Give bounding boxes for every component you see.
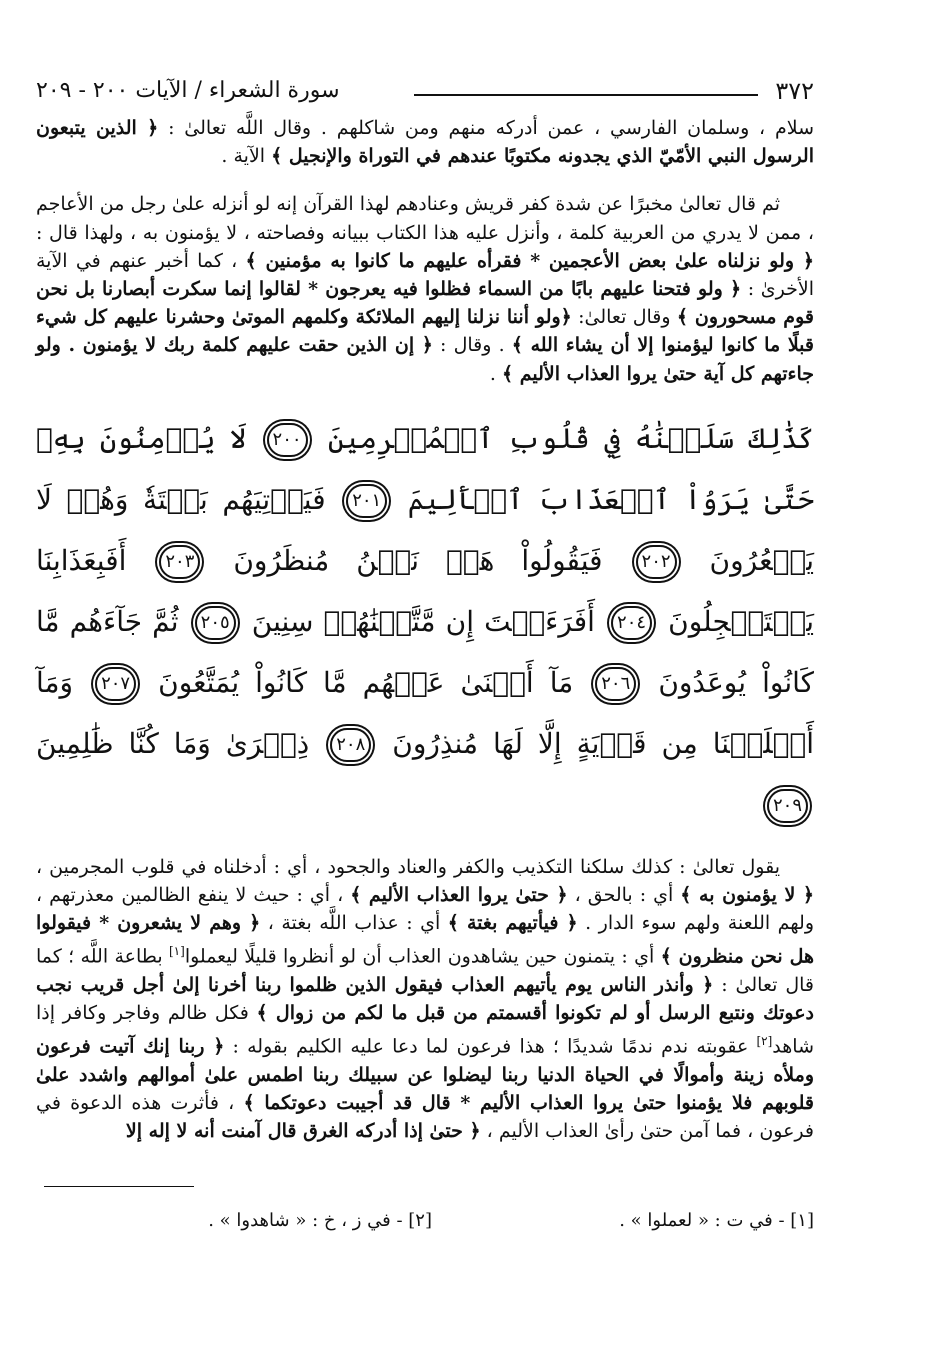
tafsir-paragraph (36, 853, 814, 1146)
tafsir-quote-4: ﴿ وهم لا يشعرون * فيقولوا هل نحن منظرون ﴾ (36, 912, 815, 968)
book-page (36, 72, 814, 1237)
quote-aaraf: ﴿ الذين يتبعون الرسول النبي الأمّيّ الذي يجدونه مكتوبًا عندهم في التوراة والإنجيل ﴾ (36, 117, 814, 168)
verse-text-201: لَا يُؤۡمِنُونَ بِهِۦ حَتَّىٰ يَرَوُاْ ٱلۡعَذَابَ ٱلۡأَلِيمَ (36, 421, 814, 516)
tafsir-text-8: عقوبته ندم ندمًا شديدًا ؛ هذا فرعون لما دعا عليه الكليم بقوله : (224, 1035, 757, 1058)
quote-3: ﴿ولو أننا نزلنا إليهم الملائكة وكلمهم الموتىٰ وحشرنا عليهم كل شيء قبلًا ما كانوا ليؤمنوا إلا أن يشاء الله ﴾ (36, 306, 814, 357)
commentary-text-2: ، كما أخبر عنهم في الآية الأخرىٰ : (36, 249, 814, 301)
page-number: ٣٧٢ (775, 77, 814, 105)
verse-text-204: أَفَبِعَذَابِنَا يَسۡتَعۡجِلُونَ (36, 543, 814, 638)
tafsir-text-3: ، أي : حيث لا ينفع الظالمين معذرتهم ، ولهم اللعنة ولهم سوء الدار . (36, 884, 814, 935)
tafsir-text-7: فكل ظالم وفاجر وكافر إذا شاهد (36, 1002, 814, 1058)
ayah-number-marker: ٢٠٢ (636, 545, 677, 579)
tafsir-text-9: ، فأثرت هذه الدعوة في فرعون ، فما آمن حتىٰ رأىٰ العذاب الأليم ، (36, 1092, 814, 1143)
verse-text-207: مَآ أَغۡنَىٰ عَنۡهُم مَّا كَانُواْ يُمَتَّعُونَ (158, 665, 574, 699)
ayah-number-marker: ٢٠٥ (195, 606, 236, 640)
verse-text-206: ثُمَّ جَآءَهُم مَّا كَانُواْ يُوعَدُونَ (36, 604, 814, 699)
tafsir-text-6: بطاعة اللَّه ؛ كما قال تعالىٰ : (36, 945, 814, 996)
intro-text-1: سلام ، وسلمان الفارسي ، عمن أدركه منهم ومن شاكلهم . وقال اللَّه تعالىٰ : (158, 117, 814, 139)
ayah-number-marker: ٢٠٠ (267, 423, 308, 457)
verse-text-200: كَذَٰلِكَ سَلَكۡنَٰهُ فِي قُلُوبِ ٱلۡمُجۡرِمِينَ (327, 421, 814, 455)
tafsir-text-5: أي : يتمنون حين يشاهدون العذاب أن لو أنظروا قليلًا ليعملوا (184, 945, 661, 968)
tafsir-quote-1: ﴿ لا يؤمنون به ﴾ (680, 884, 814, 907)
quran-verses-block (36, 408, 814, 835)
commentary-text-4: . وقال : (432, 334, 512, 357)
ayah-number-marker: ٢٠٦ (595, 667, 636, 701)
ayah-number-marker: ٢٠٩ (767, 789, 808, 823)
tafsir-text-1: يقول تعالىٰ : كذلك سلكنا التكذيب والكفر والعناد والجحود ، أي : أدخلناه في قلوب المجرمين ، (36, 855, 780, 878)
quote-1: ﴿ ولو نزلناه علىٰ بعض الأعجمين * فقرأه عليهم ما كانوا به مؤمنين ﴾ (245, 249, 814, 272)
tafsir-text-2: أي : بالحق ، (567, 884, 681, 907)
ayah-number-marker: ٢٠١ (346, 484, 387, 518)
tafsir-quote-5: ﴿ وأنذر الناس يوم يأتيهم العذاب فيقول الذين ظلموا ربنا أخرنا إلىٰ أجل قريب نجب دعوتك ونتبع الرسل أو لم تكونوا أقسمتم من قبل ما لكم من زوال ﴾ (36, 973, 814, 1025)
verse-text-202: فَيَأۡتِيَهُم بَغۡتَةٗ وَهُمۡ لَا يَشۡعُرُونَ (36, 482, 814, 577)
tafsir-quote-7: ﴿ حتىٰ إذا أدركه الغرق قال آمنت أنه لا إله إلا (125, 1120, 481, 1143)
tafsir-quote-2: ﴿ حتىٰ يروا العذاب الأليم ﴾ (350, 884, 568, 907)
verse-text-209: ذِكۡرَىٰ وَمَا كُنَّا ظَٰلِمِينَ (36, 726, 310, 760)
tafsir-text-4: أي : عذاب اللَّه بغتة ، (260, 912, 448, 935)
page-header (36, 72, 814, 114)
footnote-1: [١] - في ت : « لعملوا » . (619, 1209, 814, 1231)
commentary-text-1: ثم قال تعالىٰ مخبرًا عن شدة كفر قريش وعنادهم لهذا القرآن إنه لو أنزله علىٰ رجل من الأعاجم ، ممن لا يدري من العربية كلمة ، وأنزل عليه هذا الكتاب ببيانه وفصاحته ، لا يؤمنون به ، ولهذا قال : (36, 193, 814, 244)
commentary-text-3: وقال تعالىٰ: (571, 306, 677, 329)
ayah-number-marker: ٢٠٣ (159, 545, 200, 579)
header-rule (414, 94, 758, 96)
quote-2: ﴿ ولو فتحنا عليهم بابًا من السماء فظلوا فيه يعرجون * لقالوا إنما سكرت أبصارنا بل نحن قوم مسحورون ﴾ (36, 278, 814, 329)
verse-text-205: أَفَرَءَيۡتَ إِن مَّتَّعۡنَٰهُمۡ سِنِينَ (251, 604, 595, 638)
footnote-2: [٢] - في ز ، خ : « شاهدوا » . (208, 1209, 432, 1231)
ayah-number-marker: ٢٠٧ (95, 667, 136, 701)
tafsir-quote-3: ﴿ فيأتيهم بغتة ﴾ (447, 912, 578, 935)
commentary-paragraph (36, 190, 814, 387)
ayah-number-marker: ٢٠٤ (611, 606, 652, 640)
footnote-separator (44, 1186, 194, 1187)
commentary-text-5: . (489, 362, 503, 385)
quote-4: ﴿ إن الذين حقت عليهم كلمة ربك لا يؤمنون . ولو جاءتهم كل آية حتىٰ يروا العذاب الأليم ﴾ (36, 334, 814, 385)
footnote-ref-1: [١] (168, 944, 185, 959)
tafsir-quote-6: ﴿ ربنا إنك آتيت فرعون وملأه زينة وأموالًا في الحياة الدنيا ربنا ليضلوا عن سبيلك ربنا اطمس علىٰ أموالهم واشدد علىٰ قلوبهم فلا يؤمنوا حتىٰ يروا العذاب الأليم * قال قد أجيبت دعوتكما ﴾ (36, 1035, 814, 1115)
verse-text-208: وَمَآ أَهۡلَكۡنَا مِن قَرۡيَةٍ إِلَّا لَهَا مُنذِرُونَ (36, 665, 814, 760)
intro-paragraph (36, 114, 814, 170)
intro-text-2: الآية . (221, 145, 272, 168)
verse-text-203: فَيَقُولُواْ هَلۡ نَحۡنُ مُنظَرُونَ (233, 543, 603, 577)
running-title: سورة الشعراء / الآيات ٢٠٠ - ٢٠٩ (36, 78, 340, 103)
footnote-ref-2: [٢] (756, 1034, 773, 1049)
ayah-number-marker: ٢٠٨ (330, 728, 371, 762)
footnotes (36, 1207, 814, 1237)
